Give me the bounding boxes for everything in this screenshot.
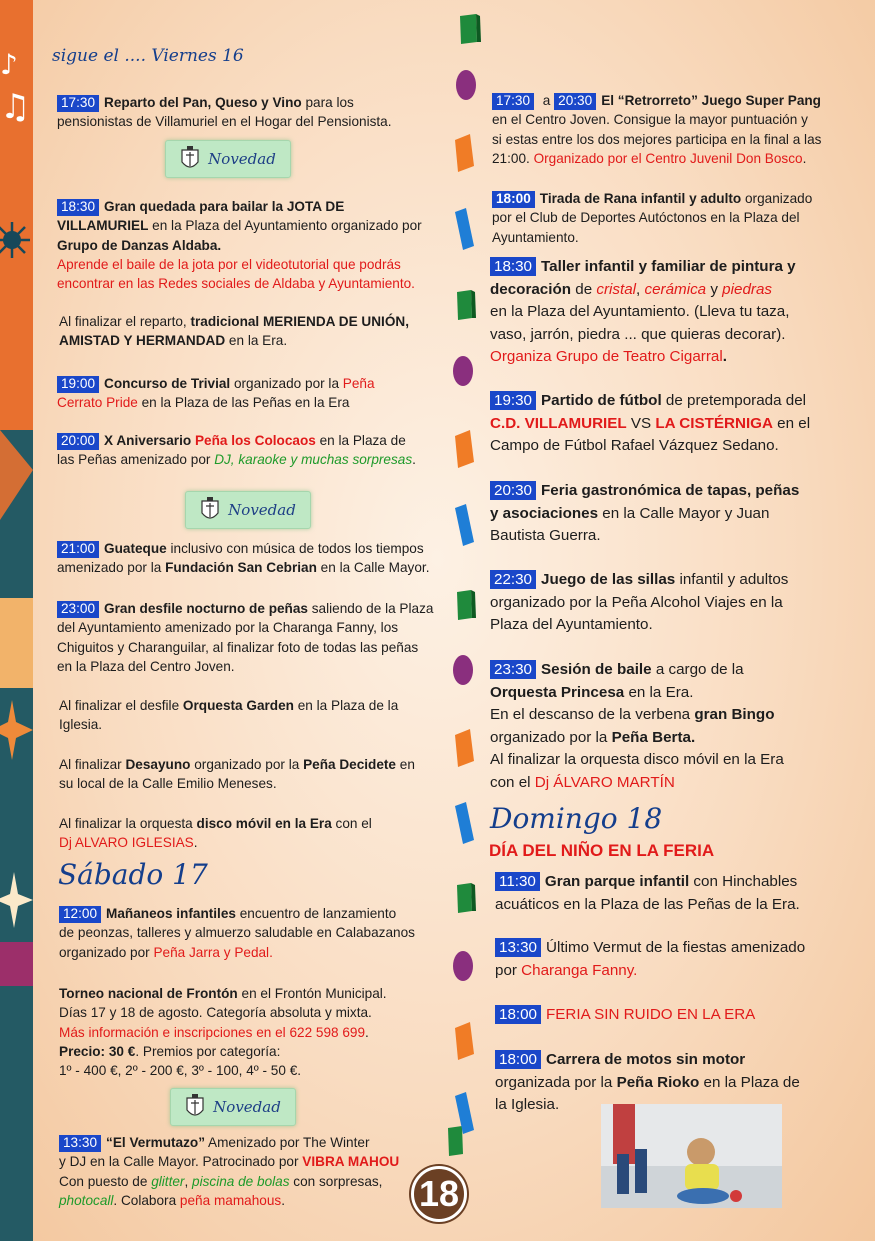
time-badge: 21:00 — [57, 541, 99, 558]
event-line — [59, 715, 398, 734]
event-text: gran Bingo — [694, 706, 775, 723]
event-block — [490, 480, 799, 548]
event-text: en la Plaza de las Peñas en la Era — [137, 395, 350, 411]
event-text: y DJ en la Calle Mayor. Patrocinado por — [59, 1154, 303, 1170]
strip-triangle — [0, 430, 33, 520]
event-text: Cerrato Pride — [57, 395, 138, 411]
novedad-badge — [165, 140, 291, 178]
event-line — [495, 1072, 800, 1095]
event-text: Organiza Grupo de Teatro Cigarral — [490, 348, 723, 365]
event-text: . — [193, 835, 198, 851]
event-text: LA CISTÉRNIGA — [655, 414, 773, 432]
event-text: Aprende el baile de la jota por el videotutorial que podrás — [57, 256, 401, 272]
sunday-heading: Domingo 18 — [490, 802, 663, 835]
event-text: Al finalizar — [59, 757, 126, 772]
event-block — [57, 93, 392, 132]
event-text: Peña Rioko — [616, 1073, 700, 1091]
sunday-subheading: DÍA DEL NIÑO EN LA FERIA — [489, 841, 715, 860]
event-block — [495, 871, 800, 916]
event-line — [495, 1049, 800, 1072]
event-line — [490, 592, 788, 615]
event-line — [59, 774, 415, 793]
event-text: vaso, jarrón, piedra ... que quieras decorar). — [490, 325, 786, 343]
event-text: Al finalizar el reparto, — [59, 314, 191, 329]
event-text: organizada por la — [495, 1073, 617, 1091]
event-text: Campo de Fútbol Rafael Vázquez Sedano. — [490, 437, 779, 454]
event-text: en el Frontón Municipal. — [237, 986, 387, 1001]
event-block — [495, 1004, 755, 1027]
event-text: en la Calle Mayor y Juan — [598, 504, 770, 522]
event-text: en — [396, 757, 415, 772]
event-line — [59, 696, 398, 715]
event-text: photocall — [59, 1192, 114, 1208]
event-text: infantil y adultos — [675, 571, 789, 588]
time-badge: 20:00 — [57, 433, 99, 450]
event-block — [490, 390, 810, 458]
event-text: DJ, karaoke y muchas sorpresas — [214, 452, 413, 468]
event-line — [57, 393, 375, 412]
event-text: Peña — [342, 376, 375, 391]
event-text: y — [706, 280, 723, 298]
event-text: cristal — [596, 280, 637, 298]
event-block — [59, 1133, 399, 1210]
friday-heading-text: sigue el .... Viernes 16 — [52, 46, 244, 66]
event-text: 21:00. — [492, 150, 534, 166]
event-text: en la Plaza del Ayuntamiento. (Lleva tu taza, — [490, 303, 790, 320]
event-line — [490, 569, 788, 592]
event-line — [490, 704, 784, 727]
event-text: Bautista Guerra. — [490, 527, 601, 544]
event-text: Gran desfile nocturno de peñas — [104, 601, 308, 616]
novedad-badge — [185, 491, 311, 529]
event-text: Precio: 30 € — [59, 1043, 136, 1059]
event-text: en la Plaza de — [699, 1073, 800, 1091]
event-text: Plaza del Ayuntamiento. — [490, 616, 653, 633]
event-text: de — [571, 280, 597, 298]
event-line — [492, 110, 821, 129]
event-line — [57, 197, 422, 216]
time-badge: 18:30 — [490, 257, 536, 276]
event-text: Desayuno — [125, 757, 191, 772]
event-text: las Peñas amenizado por — [57, 452, 215, 468]
event-line — [57, 657, 433, 676]
event-block — [57, 599, 433, 676]
event-text: . Colabora — [113, 1192, 180, 1208]
event-line — [59, 943, 415, 962]
event-block — [495, 937, 805, 982]
event-text: en la Plaza de la — [293, 698, 399, 713]
friday-heading — [52, 46, 244, 66]
event-text: Peña Berta. — [611, 728, 696, 746]
event-line — [492, 149, 821, 168]
event-text: Dj ALVARO IGLESIAS — [59, 835, 194, 851]
event-text: . — [802, 150, 807, 166]
event-text: encuentro de lanzamiento — [235, 906, 397, 921]
event-text: amenizado por la — [57, 560, 166, 576]
page-number-badge: 18 — [411, 1166, 467, 1222]
event-text: glitter — [151, 1173, 185, 1189]
event-text: organizado por la Peña Alcohol Viajes en la — [490, 593, 783, 611]
event-line — [59, 1023, 387, 1042]
event-line — [495, 1004, 755, 1027]
event-line — [492, 228, 812, 247]
event-line — [57, 93, 392, 112]
event-text: , — [184, 1173, 193, 1189]
event-text: En el descanso de la verbena — [490, 706, 695, 723]
event-text: de peonzas, talleres y almuerzo saludable en Calabazanos — [59, 925, 415, 941]
event-text: VS — [626, 414, 656, 432]
event-line — [59, 1003, 387, 1022]
event-text: C.D. VILLAMURIEL — [490, 414, 627, 432]
event-text: Partido de fútbol — [541, 392, 662, 409]
event-line — [57, 274, 422, 293]
orange-block-shapes — [455, 134, 474, 1060]
event-line — [57, 431, 416, 450]
event-line — [59, 1172, 399, 1191]
event-text: organizado — [741, 191, 813, 206]
event-block — [57, 539, 429, 578]
event-text: organizado por — [59, 944, 154, 960]
event-line — [59, 1042, 387, 1061]
event-text: encontrar en las Redes sociales de Aldaba y Ayuntamiento. — [57, 276, 415, 292]
event-line — [495, 937, 805, 960]
event-line — [490, 324, 796, 347]
novedad-badge — [170, 1088, 296, 1126]
event-text: por — [495, 961, 522, 979]
sparkle-icon-2 — [0, 872, 33, 928]
event-block — [57, 197, 422, 293]
event-line — [492, 91, 821, 110]
event-text: 1º - 400 €, 2º - 200 €, 3º - 100, 4º - 50 €. — [59, 1063, 302, 1079]
event-block — [59, 312, 409, 351]
event-text: con Hinchables — [689, 873, 798, 890]
decorative-side-strip — [0, 0, 33, 1241]
event-text: acuáticos en la Plaza de las Peñas de la Era. — [495, 895, 800, 913]
cube-shapes — [448, 14, 481, 1156]
event-line — [57, 618, 433, 637]
coat-of-arms-icon — [185, 1094, 205, 1120]
event-text: VIBRA MAHOU — [302, 1154, 400, 1170]
event-text: en la Plaza del Ayuntamiento organizado por — [148, 218, 422, 234]
event-text: Al finalizar la orquesta — [59, 816, 197, 831]
event-line — [495, 871, 800, 894]
event-text: Más información e inscripciones en el 622 598 699 — [59, 1024, 366, 1040]
event-line — [495, 960, 805, 983]
event-text: Orquesta Princesa — [490, 683, 625, 701]
event-text: Juego de las sillas — [541, 571, 676, 588]
event-line — [490, 435, 810, 458]
time-badge: 13:30 — [495, 938, 541, 957]
event-text: cerámica — [644, 280, 707, 298]
event-text: Taller infantil y familiar de pintura y — [541, 258, 796, 275]
event-line — [490, 659, 784, 682]
event-text: piscina de bolas — [192, 1173, 290, 1189]
event-text: Iglesia. — [59, 717, 103, 733]
event-text: Orquesta Garden — [182, 698, 294, 713]
event-line — [490, 682, 784, 705]
time-badge: 18:30 — [57, 199, 99, 216]
event-text: Último Vermut de la fiestas amenizado — [546, 939, 806, 956]
event-line — [490, 480, 799, 503]
event-text: Al finalizar el desfile — [59, 698, 183, 713]
event-line — [59, 904, 415, 923]
time-badge: 17:30 — [57, 95, 99, 112]
event-line — [57, 374, 375, 393]
event-block — [492, 91, 821, 168]
event-text: Ayuntamiento. — [492, 229, 579, 245]
event-text: Peña los Colocaos — [194, 433, 316, 448]
time-badge: 13:30 — [59, 1135, 101, 1152]
event-text: si estas entre los dos mejores participa en la final a las — [492, 131, 822, 147]
event-text: FERIA SIN RUIDO EN LA ERA — [546, 1006, 756, 1023]
event-line — [492, 130, 821, 149]
event-text: organizado por la — [490, 728, 612, 746]
event-line — [490, 772, 784, 795]
time-badge: 18:00 — [495, 1050, 541, 1069]
event-line — [490, 346, 796, 369]
event-block — [492, 189, 812, 247]
event-text: Feria gastronómica de tapas, peñas — [541, 482, 800, 499]
event-line — [59, 984, 387, 1003]
event-block — [490, 659, 784, 794]
event-text: en la Plaza del Centro Joven. — [57, 658, 235, 674]
event-text: X Aniversario — [104, 433, 195, 448]
event-text: con el — [490, 773, 535, 791]
event-text: Reparto del Pan, Queso y Vino — [104, 95, 302, 110]
event-text: en la Calle Mayor. — [316, 560, 430, 576]
coat-of-arms-icon — [180, 146, 200, 172]
event-text: Organizado por el Centro Juvenil Don Bosco — [533, 150, 803, 166]
time-badge: 22:30 — [490, 570, 536, 589]
event-text: con sorpresas, — [289, 1173, 383, 1189]
time-badge: 12:00 — [59, 906, 101, 923]
event-text: su local de la Calle Emilio Meneses. — [59, 776, 277, 792]
event-text: organizado por la — [230, 376, 343, 391]
event-text: Dj ÁLVARO MARTÍN — [534, 773, 675, 791]
event-line — [57, 216, 422, 235]
event-text: Al finalizar la orquesta disco móvil en la Era — [490, 751, 784, 768]
event-line — [492, 189, 812, 208]
time-badge: 23:00 — [57, 601, 99, 618]
event-block — [57, 374, 375, 413]
event-text: VILLAMURIEL — [57, 218, 149, 234]
time-badge: 23:30 — [490, 660, 536, 679]
event-line — [57, 558, 429, 577]
event-line — [490, 727, 784, 750]
event-line — [490, 256, 796, 279]
event-block — [490, 569, 788, 637]
event-text: de pretemporada del — [661, 392, 807, 409]
event-line — [57, 450, 416, 469]
event-text: Días 17 y 18 de agosto. Categoría absoluta y mixta. — [59, 1005, 372, 1021]
time-badge: 11:30 — [495, 872, 540, 891]
event-text: Chiguitos y Charanguilar, al finalizar foto de todas las peñas — [57, 639, 419, 655]
event-text: en la Era. — [225, 333, 288, 349]
event-text: inclusivo con música de todos los tiempos — [166, 541, 424, 556]
event-text: Concurso de Trivial — [104, 376, 231, 391]
event-line — [59, 923, 415, 942]
event-block — [490, 256, 796, 369]
event-block — [59, 696, 398, 735]
event-block — [57, 431, 416, 470]
event-text: decoración — [490, 280, 572, 298]
event-line — [59, 331, 409, 350]
child-playing-photo — [601, 1104, 782, 1208]
event-line — [59, 833, 372, 852]
event-text: . — [722, 348, 727, 365]
event-text: organizado por la — [190, 757, 304, 772]
music-note-icon: ♪ — [0, 48, 18, 81]
event-line — [490, 390, 810, 413]
novedad-label: Novedad — [208, 150, 276, 168]
time-badge: 18:00 — [495, 1005, 541, 1024]
event-text: y asociaciones — [490, 504, 599, 522]
event-text: con el — [331, 816, 372, 831]
event-text: a cargo de la — [651, 661, 744, 678]
event-text: disco móvil en la Era — [196, 816, 332, 831]
novedad-label: Novedad — [228, 501, 296, 519]
event-text: . — [412, 452, 416, 468]
sun-burst-icon — [0, 222, 30, 258]
event-text: Carrera de motos sin motor — [546, 1051, 746, 1068]
event-line — [490, 749, 784, 772]
event-text: Fundación San Cebrian — [165, 560, 317, 576]
event-line — [490, 525, 799, 548]
event-text: Amenizado por The Winter — [205, 1135, 370, 1150]
event-text: Gran quedada para bailar la JOTA DE — [104, 199, 345, 214]
event-text: saliendo de la Plaza — [307, 601, 434, 616]
event-line — [492, 208, 812, 227]
event-block — [59, 755, 415, 794]
music-notes-icon: ♫ — [0, 87, 31, 127]
coat-of-arms-icon — [200, 497, 220, 523]
event-text: Con puesto de — [59, 1173, 152, 1189]
event-line — [59, 1191, 399, 1210]
event-text: . — [281, 1192, 285, 1208]
event-text: Grupo de Danzas Aldaba. — [57, 237, 222, 253]
event-line — [59, 1152, 399, 1171]
event-text: en la Era. — [624, 683, 694, 701]
time-badge: 20:30 — [490, 481, 536, 500]
event-block — [59, 814, 372, 853]
event-text: por el Club de Deportes Autóctonos en la Plaza del — [492, 210, 800, 226]
event-line — [59, 312, 409, 331]
event-line — [490, 279, 796, 302]
time-badge: 19:00 — [57, 376, 99, 393]
event-line — [59, 1061, 387, 1080]
event-text: piedras — [722, 280, 772, 298]
event-text: Tirada de Rana infantil y adulto — [539, 191, 742, 206]
event-line — [490, 614, 788, 637]
time-badge: 18:00 — [492, 191, 535, 208]
event-line — [59, 1133, 399, 1152]
event-text: . — [365, 1024, 369, 1040]
event-text: peña mamahous — [179, 1192, 282, 1208]
event-text: pensionistas de Villamuriel en el Hogar del Pensionista. — [57, 114, 392, 130]
event-text: en la Plaza de — [315, 433, 406, 448]
event-text: Gran parque infantil — [544, 873, 690, 890]
event-text: Mañaneos infantiles — [106, 906, 236, 921]
egg-shapes — [453, 70, 476, 981]
event-text: del Ayuntamiento amenizado por la Charanga Fanny, los — [57, 620, 399, 636]
event-text: . Premios por categoría: — [135, 1043, 281, 1059]
event-line — [490, 503, 799, 526]
event-text: AMISTAD Y HERMANDAD — [59, 333, 226, 349]
time-badge: 19:30 — [490, 391, 536, 410]
event-text: Guateque — [104, 541, 167, 556]
event-text: a — [539, 93, 555, 108]
time-badge: 17:30 — [492, 93, 534, 110]
event-text: Peña Decidete — [303, 757, 396, 772]
event-line — [57, 236, 422, 255]
event-line — [57, 112, 392, 131]
event-line — [57, 255, 422, 274]
event-text: en el — [772, 414, 811, 432]
event-text: para los — [301, 95, 354, 110]
event-block — [59, 904, 415, 962]
event-line — [59, 755, 415, 774]
event-line — [57, 638, 433, 657]
blue-block-shapes — [455, 208, 474, 1134]
event-text: Torneo nacional de Frontón — [59, 986, 238, 1001]
event-line — [495, 894, 800, 917]
event-text: “El Vermutazo” — [106, 1135, 205, 1150]
event-text: El “Retrorreto” Juego Super Pang — [601, 93, 821, 108]
event-text: Sesión de baile — [541, 661, 652, 678]
strip-ornaments — [0, 0, 33, 1241]
event-line — [57, 599, 433, 618]
event-text: Charanga Fanny. — [521, 961, 638, 979]
event-line — [490, 301, 796, 324]
saturday-heading: Sábado 17 — [58, 858, 208, 891]
novedad-label: Novedad — [213, 1098, 281, 1116]
event-text: la Iglesia. — [495, 1096, 560, 1113]
event-text: Peña Jarra y Pedal. — [153, 944, 273, 960]
event-text: , — [636, 280, 645, 298]
event-line — [57, 539, 429, 558]
event-block — [59, 984, 387, 1080]
event-line — [490, 413, 810, 436]
sparkle-icon — [0, 700, 33, 760]
event-text: en el Centro Joven. Consigue la mayor puntuación y — [492, 112, 808, 128]
event-text: tradicional MERIENDA DE UNIÓN, — [190, 314, 409, 329]
time-badge: 20:30 — [554, 93, 596, 110]
event-line — [59, 814, 372, 833]
